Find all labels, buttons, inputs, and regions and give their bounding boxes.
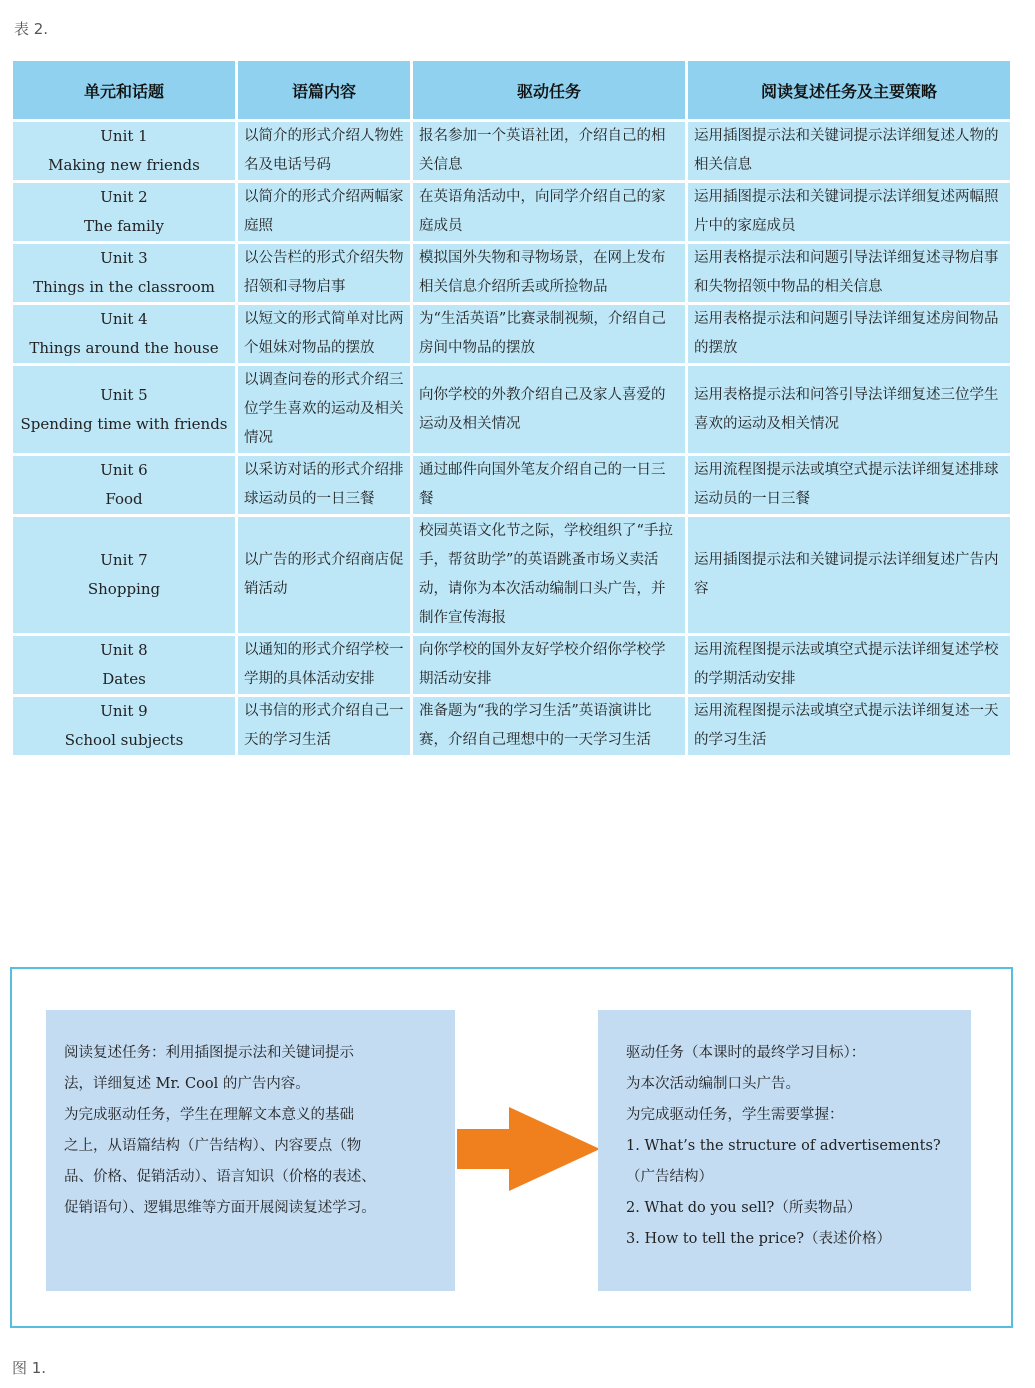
table-row — [12, 243, 1012, 304]
task-cell: 向你学校的外教介绍自己及家人喜爱的运动及相关情况 — [412, 365, 687, 455]
task-cell: 在英语角活动中，向同学介绍自己的家庭成员 — [412, 182, 687, 243]
task-cell: 模拟国外失物和寻物场景，在网上发布相关信息介绍所丢或所捡物品 — [412, 243, 687, 304]
table-row — [12, 696, 1012, 757]
driving-line: 1. What’s the structure of advertisements? — [626, 1138, 941, 1154]
table-row — [12, 455, 1012, 516]
unit-topic: The family — [83, 217, 165, 235]
unit-cell — [12, 121, 237, 182]
retell-line: 为完成驱动任务，学生在理解文本意义的基础 — [64, 1107, 354, 1123]
strategy-cell: 运用表格提示法和问答引导法详细复述三位学生喜欢的运动及相关情况 — [687, 365, 1012, 455]
task-cell: 准备题为“我的学习生活”英语演讲比赛，介绍自己理想中的一天学习生活 — [412, 696, 687, 757]
driving-line: 2. What do you sell?（所卖物品） — [626, 1200, 862, 1216]
unit-number: Unit 5 — [100, 385, 148, 404]
table-row — [12, 635, 1012, 696]
retell-line: 品、价格、促销活动）、语言知识（价格的表述、 — [64, 1169, 376, 1185]
unit-topic: Things in the classroom — [33, 278, 215, 296]
strategy-cell: 运用流程图提示法或填空式提示法详细复述一天的学习生活 — [687, 696, 1012, 757]
table-row — [12, 516, 1012, 635]
header-text-content: 语篇内容 — [237, 60, 412, 121]
strategy-cell: 运用表格提示法和问题引导法详细复述房间物品的摆放 — [687, 304, 1012, 365]
content-cell: 以采访对话的形式介绍排球运动员的一日三餐 — [237, 455, 412, 516]
unit-number: Unit 1 — [100, 127, 148, 145]
table-caption: 表 2. — [14, 20, 49, 38]
unit-number: Unit 8 — [100, 641, 148, 659]
driving-line: （广告结构） — [626, 1169, 713, 1185]
unit-number: Unit 3 — [100, 249, 148, 267]
unit-cell — [12, 635, 237, 696]
strategy-cell: 运用插图提示法和关键词提示法详细复述广告内容 — [687, 516, 1012, 635]
unit-number: Unit 4 — [100, 310, 148, 328]
content-cell: 以书信的形式介绍自己一天的学习生活 — [237, 696, 412, 757]
driving-line: 驱动任务（本课时的最终学习目标）： — [626, 1045, 866, 1061]
table-header-row — [12, 60, 1012, 121]
figure-caption: 图 1. — [12, 1359, 47, 1377]
unit-topic: Shopping — [87, 580, 161, 598]
unit-topic: Making new friends — [48, 156, 200, 174]
retell-line: 阅读复述任务：利用插图提示法和关键词提示 — [64, 1045, 354, 1061]
strategy-cell: 运用插图提示法和关键词提示法详细复述人物的相关信息 — [687, 121, 1012, 182]
retell-line: 之上，从语篇结构（广告结构）、内容要点（物 — [64, 1138, 362, 1154]
unit-number: Unit 9 — [100, 702, 148, 720]
unit-cell — [12, 304, 237, 365]
unit-topic: Spending time with friends — [20, 414, 228, 433]
strategy-cell: 运用表格提示法和问题引导法详细复述寻物启事和失物招领中物品的相关信息 — [687, 243, 1012, 304]
table-row — [12, 182, 1012, 243]
figure-box — [10, 967, 1013, 1328]
header-retell-strategy: 阅读复述任务及主要策略 — [687, 60, 1012, 121]
unit-topic: School subjects — [64, 731, 184, 749]
strategy-cell: 运用插图提示法和关键词提示法详细复述两幅照片中的家庭成员 — [687, 182, 1012, 243]
unit-topic: Food — [105, 490, 143, 508]
content-cell: 以调查问卷的形式介绍三位学生喜欢的运动及相关情况 — [237, 365, 412, 455]
retell-task-panel — [46, 1010, 455, 1291]
driving-line: 3. How to tell the price?（表述价格） — [626, 1231, 891, 1247]
content-cell: 以短文的形式简单对比两个姐妹对物品的摆放 — [237, 304, 412, 365]
strategy-cell: 运用流程图提示法或填空式提示法详细复述排球运动员的一日三餐 — [687, 455, 1012, 516]
task-cell: 为“生活英语”比赛录制视频，介绍自己房间中物品的摆放 — [412, 304, 687, 365]
unit-number: Unit 2 — [100, 188, 148, 206]
driving-line: 为完成驱动任务，学生需要掌握： — [626, 1107, 844, 1123]
content-cell: 以简介的形式介绍人物姓名及电话号码 — [237, 121, 412, 182]
driving-line: 为本次活动编制口头广告。 — [626, 1076, 800, 1092]
content-cell: 以通知的形式介绍学校一学期的具体活动安排 — [237, 635, 412, 696]
task-cell: 通过邮件向国外笔友介绍自己的一日三餐 — [412, 455, 687, 516]
unit-cell — [12, 696, 237, 757]
unit-number: Unit 7 — [100, 551, 148, 569]
strategy-cell: 运用流程图提示法或填空式提示法详细复述学校的学期活动安排 — [687, 635, 1012, 696]
header-driving-task: 驱动任务 — [412, 60, 687, 121]
content-cell: 以简介的形式介绍两幅家庭照 — [237, 182, 412, 243]
content-cell: 以公告栏的形式介绍失物招领和寻物启事 — [237, 243, 412, 304]
unit-cell — [12, 455, 237, 516]
retell-line: 促销语句）、逻辑思维等方面开展阅读复述学习。 — [64, 1200, 376, 1216]
unit-topic: Dates — [102, 670, 146, 688]
task-cell: 报名参加一个英语社团，介绍自己的相关信息 — [412, 121, 687, 182]
unit-cell — [12, 365, 237, 455]
unit-cell — [12, 516, 237, 635]
task-cell: 校园英语文化节之际，学校组织了“手拉手，帮贫助学”的英语跳蚤市场义卖活动，请你为本次活动编制口头广告，并制作宣传海报 — [412, 516, 687, 635]
unit-overview-table — [10, 58, 1013, 758]
table-row — [12, 304, 1012, 365]
table-row — [12, 365, 1012, 455]
right-arrow-icon — [457, 1107, 602, 1191]
unit-topic: Things around the house — [29, 339, 219, 357]
driving-task-panel — [598, 1010, 971, 1291]
unit-number: Unit 6 — [100, 461, 148, 479]
retell-line: 法，详细复述 Mr. Cool 的广告内容。 — [64, 1076, 310, 1092]
unit-cell — [12, 182, 237, 243]
table-row — [12, 121, 1012, 182]
header-unit-topic: 单元和话题 — [12, 60, 237, 121]
unit-cell — [12, 243, 237, 304]
task-cell: 向你学校的国外友好学校介绍你学校学期活动安排 — [412, 635, 687, 696]
content-cell: 以广告的形式介绍商店促销活动 — [237, 516, 412, 635]
